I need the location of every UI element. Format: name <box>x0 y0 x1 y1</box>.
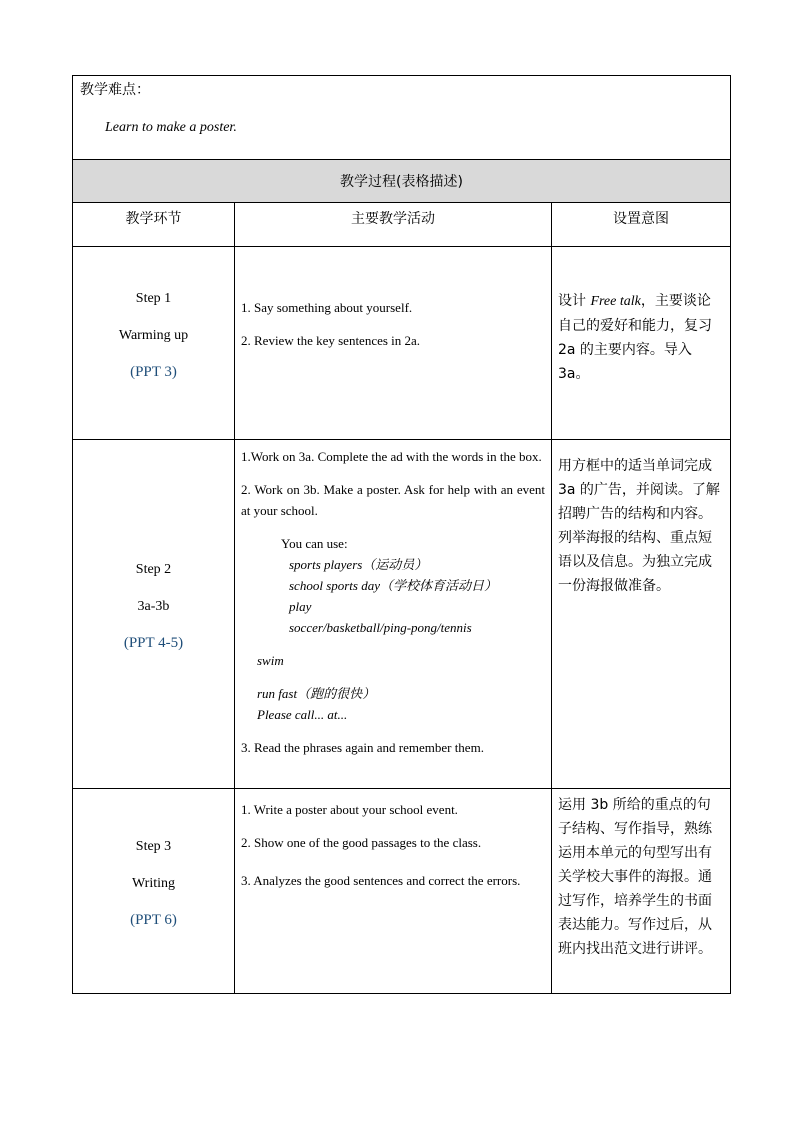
activity-item: 1. Say something about yourself. <box>241 300 413 315</box>
ppt-reference: (PPT 6) <box>130 911 177 928</box>
phrase-item: Please call... at... <box>257 707 348 722</box>
activities-cell <box>235 440 552 789</box>
ppt-reference: (PPT 3) <box>130 363 177 380</box>
step-number: Step 2 <box>135 561 172 577</box>
phrase-item: run fast（跑的很快） <box>257 686 376 701</box>
purpose-cell: 用方框中的适当单词完成 3a 的广告，并阅读。了解招聘广告的结构和内容。列举海报的结构、重点短语以及信息。为独立完成一份海报做准备。 <box>552 440 731 789</box>
activity-item: 2. Review the key sentences in 2a. <box>241 333 421 348</box>
activities-cell <box>235 789 552 994</box>
phrase-item: swim <box>257 653 284 668</box>
activity-item: 1. Write a poster about your school event. <box>241 802 458 817</box>
difficulty-content: Learn to make a poster. <box>105 120 237 135</box>
step-number: Step 1 <box>135 290 172 306</box>
column-header-activities: 主要教学活动 <box>235 203 552 247</box>
step-name: Writing <box>132 875 175 891</box>
difficulty-cell <box>73 76 731 160</box>
step-name: Warming up <box>118 327 189 343</box>
phrase-item: school sports day（学校体育活动日） <box>289 578 498 593</box>
ppt-reference: (PPT 4-5) <box>123 634 184 651</box>
activities-cell <box>235 247 552 440</box>
difficulty-title: 教学难点： <box>80 82 150 98</box>
phrase-item: play <box>289 599 312 614</box>
table-row-step-1 <box>73 247 731 440</box>
step-cell <box>73 247 235 440</box>
process-header: 教学过程(表格描述) <box>73 160 731 203</box>
activity-item: 3. Read the phrases again and remember them. <box>241 740 484 755</box>
you-can-use-label: You can use: <box>281 536 348 551</box>
phrase-item: sports players（运动员） <box>289 557 428 572</box>
table-row-step-3 <box>73 789 731 994</box>
activity-item: 2. Show one of the good passages to the class. <box>241 835 482 850</box>
step-number: Step 3 <box>135 838 172 854</box>
table-row-step-2 <box>73 440 731 789</box>
lesson-plan-table <box>72 75 731 994</box>
step-cell <box>73 440 235 789</box>
activity-item: 2. Work on 3b. Make a poster. Ask for help with an event at your school. <box>241 482 545 518</box>
purpose-cell: 运用 3b 所给的重点的句子结构、写作指导，熟练运用本单元的句型写出有关学校大事件的海报。通过写作，培养学生的书面表达能力。写作过后，从班内找出范文进行讲评。 <box>552 789 731 994</box>
activity-item: 3. Analyzes the good sentences and correct the errors. <box>241 873 521 888</box>
step-cell <box>73 789 235 994</box>
column-header-purpose: 设置意图 <box>552 203 731 247</box>
column-header-stage: 教学环节 <box>73 203 235 247</box>
phrase-item: soccer/basketball/ping-pong/tennis <box>289 620 472 635</box>
step-name: 3a-3b <box>137 598 170 614</box>
activity-item: 1.Work on 3a. Complete the ad with the words in the box. <box>241 449 542 464</box>
purpose-cell: 设计 Free talk，主要谈论自己的爱好和能力，复习 2a 的主要内容。导入 3a。 <box>552 247 731 440</box>
lesson-plan-document <box>72 75 730 994</box>
